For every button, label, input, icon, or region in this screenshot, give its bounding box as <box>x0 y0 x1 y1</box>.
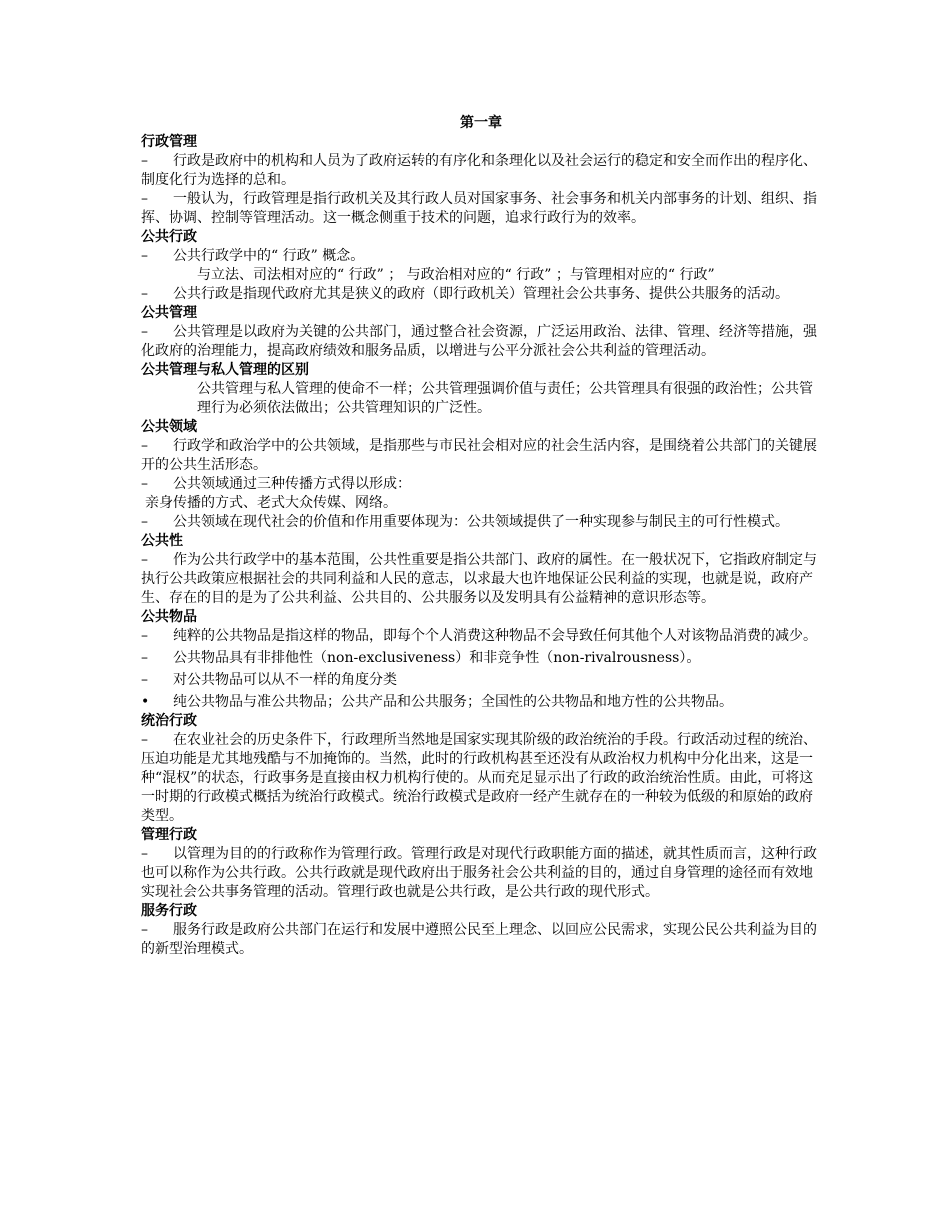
dash-marker: – <box>141 922 148 938</box>
section-heading: 公共管理与私人管理的区别 <box>141 362 309 378</box>
paragraph <box>141 627 821 646</box>
paragraph-text: 公共领域通过三种传播方式得以形成： <box>173 476 411 492</box>
document-page <box>141 113 821 959</box>
paragraph-text: 纯粹的公共物品是指这样的物品，即每个个人消费这种物品不会导致任何其他个人对该物品消费的减少。 <box>173 628 817 644</box>
paragraph-text: 行政学和政治学中的公共领域，是指那些与市民社会相对应的社会生活内容，是围绕着公共部门的关键展开的公共生活形态。 <box>141 438 817 473</box>
section-heading: 公共性 <box>141 533 183 549</box>
section-heading: 服务行政 <box>141 903 197 919</box>
section-heading: 公共物品 <box>141 609 197 625</box>
paragraph-text: 行政是政府中的机构和人员为了政府运转的有序化和条理化以及社会运行的稳定和安全而作出的程序化、制度化行为选择的总和。 <box>141 153 817 188</box>
dash-marker: – <box>141 628 148 644</box>
dash-marker: – <box>141 438 148 454</box>
dash-marker: – <box>141 846 148 862</box>
paragraph <box>141 921 821 959</box>
paragraph <box>141 475 821 494</box>
bullet-item <box>141 693 821 712</box>
paragraph <box>141 513 821 532</box>
section-heading: 公共行政 <box>141 229 197 245</box>
dash-marker: – <box>141 476 148 492</box>
indented-paragraph: 公共管理与私人管理的使命不一样；公共管理强调价值与责任；公共管理具有很强的政治性；公共管理行为必须依法做出；公共管理知识的广泛性。 <box>197 381 813 416</box>
paragraph-text: 对公共物品可以从不一样的角度分类 <box>173 672 397 688</box>
paragraph-text: 公共物品具有非排他性（non-exclusiveness）和非竞争性（non-rivalrousness）。 <box>173 650 701 666</box>
section-heading: 行政管理 <box>141 134 197 150</box>
paragraph <box>141 731 821 826</box>
paragraph <box>141 671 821 690</box>
paragraph-text: 一般认为，行政管理是指行政机关及其行政人员对国家事务、社会事务和机关内部事务的计划、组织、指挥、协调、控制等管理活动。这一概念侧重于技术的问题，追求行政行为的效率。 <box>141 191 817 226</box>
paragraph <box>141 152 821 190</box>
paragraph <box>141 551 821 608</box>
paragraph <box>141 190 821 228</box>
dash-marker: – <box>141 248 148 264</box>
paragraph-text: 在农业社会的历史条件下，行政理所当然地是国家实现其阶级的政治统治的手段。行政活动过程的统治、压迫功能是尤其地残酷与不加掩饰的。当然，此时的行政机构甚至还没有从政治权力机构中分化出来，这是一种“混权”的状态，行政事务是直接由权力机构行使的。从而充足显示出了行政的政治统治性质。由此，可将这一时期的行政模式概括为统治行政模式。统治行政模式是政府一经产生就存在的一种较为低级的和原始的政府类型。 <box>141 732 817 824</box>
section-heading: 公共管理 <box>141 305 197 321</box>
dash-marker: – <box>141 732 148 748</box>
dash-marker: – <box>141 191 148 207</box>
paragraph: 亲身传播的方式、老式大众传媒、网络。 <box>145 495 397 511</box>
bullet-text: 纯公共物品与准公共物品；公共产品和公共服务；全国性的公共物品和地方性的公共物品。 <box>173 694 733 710</box>
section-heading: 公共领域 <box>141 419 197 435</box>
bullet-marker: • <box>141 694 150 710</box>
paragraph <box>141 845 821 902</box>
dash-marker: – <box>141 286 148 302</box>
indented-paragraph: 与立法、司法相对应的“ 行政” ； 与政治相对应的“ 行政” ；与管理相对应的“ 行政” <box>197 267 715 283</box>
paragraph-text: 以管理为目的的行政称作为管理行政。管理行政是对现代行政职能方面的描述，就其性质而言，这种行政也可以称作为公共行政。公共行政就是现代政府出于服务社会公共利益的目的，通过自身管理的途径而有效地实现社会公共事务管理的活动。管理行政也就是公共行政，是公共行政的现代形式。 <box>141 846 817 900</box>
dash-marker: – <box>141 552 148 568</box>
chapter-title: 第一章 <box>460 115 502 131</box>
section-heading: 管理行政 <box>141 827 197 843</box>
paragraph <box>141 323 821 361</box>
dash-marker: – <box>141 672 148 688</box>
dash-marker: – <box>141 650 148 666</box>
dash-marker: – <box>141 153 148 169</box>
paragraph-text: 公共管理是以政府为关键的公共部门，通过整合社会资源，广泛运用政治、法律、管理、经济等措施，强化政府的治理能力，提高政府绩效和服务品质，以增进与公平分派社会公共利益的管理活动。 <box>141 324 817 359</box>
paragraph <box>141 247 821 266</box>
section-heading: 统治行政 <box>141 713 197 729</box>
paragraph-text: 公共领域在现代社会的价值和作用重要体现为：公共领域提供了一种实现参与制民主的可行性模式。 <box>173 514 789 530</box>
paragraph-text: 公共行政学中的“ 行政” 概念。 <box>173 248 365 264</box>
paragraph <box>141 649 821 668</box>
dash-marker: – <box>141 514 148 530</box>
paragraph <box>141 285 821 304</box>
paragraph-text: 公共行政是指现代政府尤其是狭义的政府（即行政机关）管理社会公共事务、提供公共服务的活动。 <box>173 286 789 302</box>
paragraph-text: 作为公共行政学中的基本范围，公共性重要是指公共部门、政府的属性。在一般状况下，它指政府制定与执行公共政策应根据社会的共同利益和人民的意志，以求最大也许地保证公民利益的实现，也就是说，政府产生、存在的目的是为了公共利益、公共目的、公共服务以及发明具有公益精神的意识形态等。 <box>141 552 817 606</box>
paragraph <box>141 437 821 475</box>
paragraph-text: 服务行政是政府公共部门在运行和发展中遵照公民至上理念、以回应公民需求，实现公民公共利益为目的的新型治理模式。 <box>141 922 817 957</box>
dash-marker: – <box>141 324 148 340</box>
